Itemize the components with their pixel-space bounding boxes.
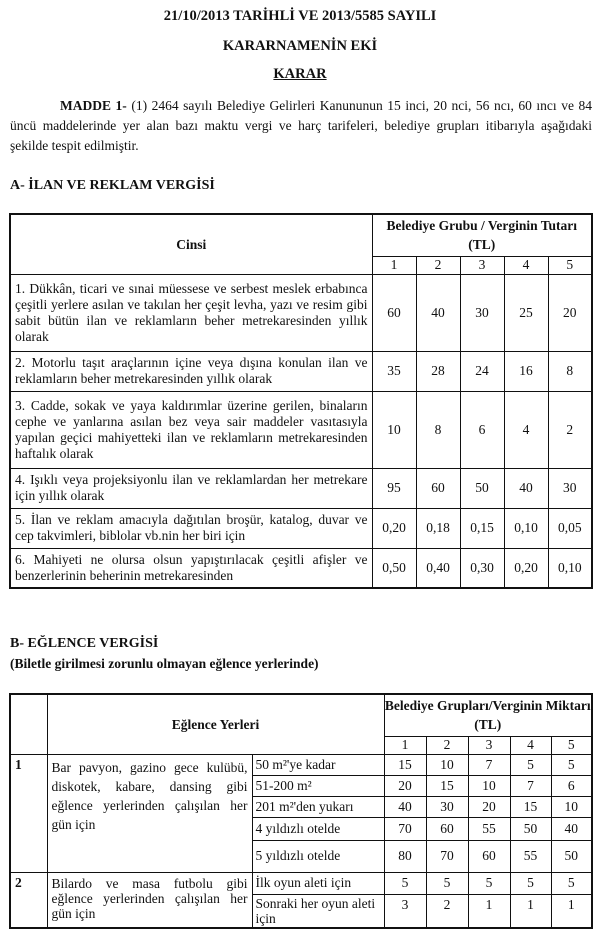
table-row <box>10 754 592 775</box>
cell-value: 5 <box>510 754 551 775</box>
table-row <box>10 508 592 548</box>
cell-value: 10 <box>551 796 592 817</box>
table-row <box>10 391 592 468</box>
cell-value: 10 <box>372 391 416 468</box>
item-index: 1 <box>10 754 47 872</box>
cell-value: 40 <box>416 274 460 351</box>
cell-value: 1 <box>468 894 510 928</box>
cell-value: 50 <box>551 840 592 872</box>
cell-value: 5 <box>384 872 426 894</box>
cell-value: 35 <box>372 351 416 391</box>
cell-value: 4 <box>504 391 548 468</box>
header-line-2: KARARNAMENİN EKİ <box>222 38 378 54</box>
cell-value: 5 <box>426 872 468 894</box>
cell-value: 2 <box>426 894 468 928</box>
col-header-places: Eğlence Yerleri <box>47 694 384 754</box>
sub-label: 4 yıldızlı otelde <box>252 817 384 840</box>
table-row <box>10 351 592 391</box>
row-desc: 4. Işıklı veya projeksiyonlu ilan ve reklamlardan her metrekare için yıllık olarak <box>10 468 372 508</box>
cell-value: 60 <box>426 817 468 840</box>
sub-label: 5 yıldızlı otelde <box>252 840 384 872</box>
cell-value: 5 <box>551 754 592 775</box>
group-number: 3 <box>460 256 504 274</box>
sub-label: 201 m²'den yukarı <box>252 796 384 817</box>
cell-value: 7 <box>468 754 510 775</box>
table-row <box>10 274 592 351</box>
group-number: 4 <box>504 256 548 274</box>
section-b-subtitle: (Biletle girilmesi zorunlu olmayan eğlence yerlerinde) <box>10 656 319 671</box>
cell-value: 6 <box>460 391 504 468</box>
cell-value: 30 <box>460 274 504 351</box>
cell-value: 0,20 <box>504 548 548 588</box>
cell-value: 40 <box>504 468 548 508</box>
cell-value: 24 <box>460 351 504 391</box>
sub-label: Sonraki her oyun aleti için <box>252 894 384 928</box>
cell-value: 15 <box>510 796 551 817</box>
cell-value: 0,20 <box>372 508 416 548</box>
cell-value: 0,15 <box>460 508 504 548</box>
cell-value: 7 <box>510 775 551 796</box>
cell-value: 0,05 <box>548 508 592 548</box>
group-number: 5 <box>551 736 592 754</box>
cell-value: 2 <box>548 391 592 468</box>
cell-value: 5 <box>551 872 592 894</box>
table-row <box>10 872 592 894</box>
intro-paragraph <box>10 96 592 156</box>
group-number: 3 <box>468 736 510 754</box>
cell-value: 25 <box>504 274 548 351</box>
cell-value: 0,30 <box>460 548 504 588</box>
group-number: 4 <box>510 736 551 754</box>
cell-value: 15 <box>384 754 426 775</box>
table-row <box>10 468 592 508</box>
row-desc: 5. İlan ve reklam amacıyla dağıtılan broşür, katalog, duvar ve cep takvimleri, biblolar vb.nin her biri için <box>10 508 372 548</box>
item-desc: Bar pavyon, gazino gece kulübü, diskotek, kabare, dansing gibi eğlence yerlerinden çalışılan her gün için <box>47 754 252 872</box>
cell-value: 5 <box>468 872 510 894</box>
sub-label: 51-200 m² <box>252 775 384 796</box>
table-row <box>10 548 592 588</box>
row-desc: 2. Motorlu taşıt araçlarının içine veya dışına konulan ilan ve reklamların beher metrekaresinden yıllık olarak <box>10 351 372 391</box>
cell-value: 1 <box>510 894 551 928</box>
cell-value: 20 <box>384 775 426 796</box>
cell-value: 6 <box>551 775 592 796</box>
col-header-cinsi: Cinsi <box>10 214 372 274</box>
cell-value: 40 <box>551 817 592 840</box>
group-number: 1 <box>372 256 416 274</box>
cell-value: 10 <box>468 775 510 796</box>
cell-value: 8 <box>548 351 592 391</box>
cell-value: 30 <box>426 796 468 817</box>
eglence-vergisi-table <box>9 693 593 929</box>
row-desc: 1. Dükkân, ticari ve sınai müessese ve serbest meslek erbabınca çeşitli yerlere asılan ve takılan her çeşit levha, yazı ve resim gibi sabit bütün ilan ve reklamların beher metrekaresinden yıllık olarak <box>10 274 372 351</box>
cell-value: 3 <box>384 894 426 928</box>
cell-value: 55 <box>510 840 551 872</box>
cell-value: 0,10 <box>504 508 548 548</box>
cell-value: 40 <box>384 796 426 817</box>
cell-value: 20 <box>468 796 510 817</box>
cell-value: 16 <box>504 351 548 391</box>
cell-value: 70 <box>426 840 468 872</box>
ilan-reklam-table <box>9 213 593 589</box>
cell-value: 60 <box>468 840 510 872</box>
intro-text: (1) 2464 sayılı Belediye Gelirleri Kanununun 15 inci, 20 nci, 56 ncı, 60 ıncı ve 84 üncü maddelerinde yer alan bazı maktu vergi ve harç tarifeleri, belediye grupları itibarıyla aşağıdaki şekilde tespit edilmiştir. <box>10 98 593 153</box>
cell-value: 8 <box>416 391 460 468</box>
cell-value: 1 <box>551 894 592 928</box>
madde-label: MADDE 1- <box>60 98 127 113</box>
cell-value: 80 <box>384 840 426 872</box>
col-header-group: Belediye Grupları/Verginin Miktarı (TL) <box>384 694 592 736</box>
item-desc: Bilardo ve masa futbolu gibi eğlence yerlerinden çalışılan her gün için <box>47 872 252 928</box>
sub-label: 50 m²'ye kadar <box>252 754 384 775</box>
cell-value: 60 <box>372 274 416 351</box>
cell-value: 20 <box>548 274 592 351</box>
cell-value: 0,50 <box>372 548 416 588</box>
section-a-title: A- İLAN VE REKLAM VERGİSİ <box>10 178 215 193</box>
cell-value: 55 <box>468 817 510 840</box>
group-number: 2 <box>426 736 468 754</box>
cell-value: 15 <box>426 775 468 796</box>
header-line-1: 21/10/2013 TARİHLİ VE 2013/5585 SAYILI <box>163 8 437 24</box>
cell-value: 95 <box>372 468 416 508</box>
cell-value: 0,18 <box>416 508 460 548</box>
cell-value: 60 <box>416 468 460 508</box>
header-index-cell <box>10 694 47 754</box>
cell-value: 0,40 <box>416 548 460 588</box>
col-header-group: Belediye Grubu / Verginin Tutarı (TL) <box>372 214 592 256</box>
cell-value: 50 <box>510 817 551 840</box>
cell-value: 10 <box>426 754 468 775</box>
item-index: 2 <box>10 872 47 928</box>
cell-value: 5 <box>510 872 551 894</box>
cell-value: 0,10 <box>548 548 592 588</box>
row-desc: 6. Mahiyeti ne olursa olsun yapıştırılacak çeşitli afişler ve benzerlerinin beherinin metrekaresinden <box>10 548 372 588</box>
section-b-title: B- EĞLENCE VERGİSİ <box>10 636 159 651</box>
cell-value: 70 <box>384 817 426 840</box>
cell-value: 28 <box>416 351 460 391</box>
sub-label: İlk oyun aleti için <box>252 872 384 894</box>
group-number: 5 <box>548 256 592 274</box>
group-number: 1 <box>384 736 426 754</box>
cell-value: 50 <box>460 468 504 508</box>
group-number: 2 <box>416 256 460 274</box>
cell-value: 30 <box>548 468 592 508</box>
header-karar: KARAR <box>273 66 327 82</box>
row-desc: 3. Cadde, sokak ve yaya kaldırımlar üzerine gerilen, binaların cephe ve yanlarına asılan bez veya sair maddeler vasıtasıyla yapılan geçici mahiyetteki ilan ve reklamların metrekaresinden haftalık olarak <box>10 391 372 468</box>
